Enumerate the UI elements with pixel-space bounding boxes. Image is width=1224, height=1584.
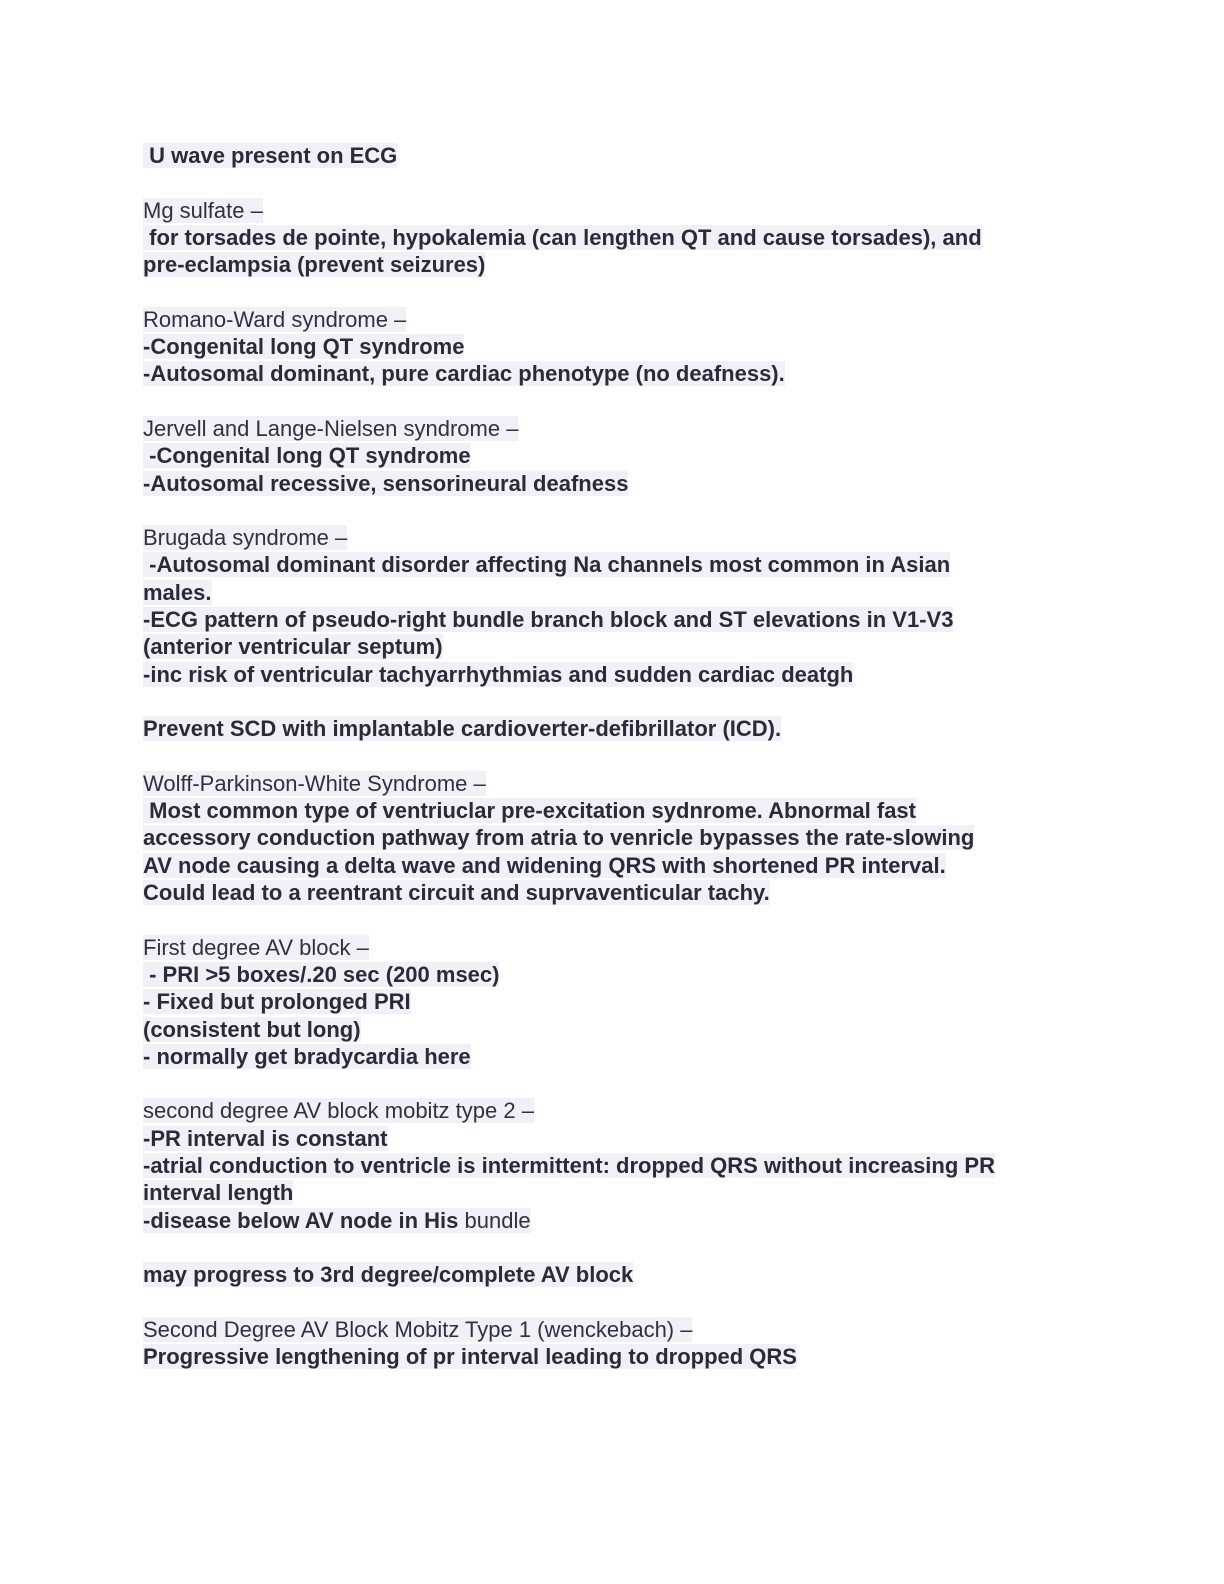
line-text: Mg sulfate – xyxy=(143,197,263,223)
text-line xyxy=(143,879,1083,906)
line-text: AV node causing a delta wave and widening QRS with shortened PR interval. xyxy=(143,852,946,878)
line-text: - Fixed but prolonged PRI xyxy=(143,989,411,1015)
blank-line xyxy=(143,688,1083,715)
text-line xyxy=(143,251,1083,278)
line-text: Romano-Ward syndrome – xyxy=(143,306,407,332)
text-line xyxy=(143,224,1083,251)
line-text: Brugada syndrome – xyxy=(143,525,348,551)
line-text: Second Degree AV Block Mobitz Type 1 (wenckebach) – xyxy=(143,1316,693,1342)
text-line xyxy=(143,470,1083,497)
line-text: Most common type of ventriuclar pre-excitation sydnrome. Abnormal fast xyxy=(143,798,916,824)
text-line xyxy=(143,1043,1083,1070)
section-heading xyxy=(143,770,1083,797)
text-line xyxy=(143,1343,1083,1370)
section-heading xyxy=(143,524,1083,551)
text-line xyxy=(143,333,1083,360)
blank-line xyxy=(143,906,1083,933)
line-text: interval length xyxy=(143,1180,294,1206)
text-line xyxy=(143,360,1083,387)
blank-line xyxy=(143,278,1083,305)
line-text: -Congenital long QT syndrome xyxy=(143,443,471,469)
line-suffix: bundle xyxy=(464,1207,531,1233)
blank-line xyxy=(143,497,1083,524)
text-line xyxy=(143,633,1083,660)
text-line xyxy=(143,1152,1083,1179)
line-text: Jervell and Lange-Nielsen syndrome – xyxy=(143,415,519,441)
line-text: First degree AV block – xyxy=(143,934,369,960)
line-text: -Congenital long QT syndrome xyxy=(143,334,465,360)
text-line xyxy=(143,1207,1083,1234)
line-text: Progressive lengthening of pr interval leading to dropped QRS xyxy=(143,1344,797,1370)
blank-line xyxy=(143,388,1083,415)
blank-line xyxy=(143,743,1083,770)
text-line xyxy=(143,1261,1083,1288)
line-text: -Autosomal dominant, pure cardiac phenotype (no deafness). xyxy=(143,361,785,387)
line-text: (consistent but long) xyxy=(143,1016,361,1042)
line-text: -disease below AV node in His xyxy=(143,1207,465,1233)
line-text: -ECG pattern of pseudo-right bundle branch block and ST elevations in V1-V3 xyxy=(143,607,954,633)
text-line xyxy=(143,579,1083,606)
text-line xyxy=(143,551,1083,578)
line-text: accessory conduction pathway from atria to venricle bypasses the rate-slowing xyxy=(143,825,975,851)
line-text: -Autosomal recessive, sensorineural deafness xyxy=(143,470,629,496)
line-text: Wolff-Parkinson-White Syndrome – xyxy=(143,770,486,796)
text-line xyxy=(143,606,1083,633)
text-line xyxy=(143,1016,1083,1043)
line-text: - PRI >5 boxes/.20 sec (200 msec) xyxy=(143,961,500,987)
section-heading xyxy=(143,197,1083,224)
text-line xyxy=(143,824,1083,851)
blank-line xyxy=(143,169,1083,196)
line-text: second degree AV block mobitz type 2 – xyxy=(143,1098,534,1124)
line-text: -Autosomal dominant disorder affecting Na channels most common in Asian xyxy=(143,552,951,578)
line-text: for torsades de pointe, hypokalemia (can lengthen QT and cause torsades), and xyxy=(143,224,982,250)
line-text: -atrial conduction to ventricle is intermittent: dropped QRS without increasing PR xyxy=(143,1152,995,1178)
blank-line xyxy=(143,1070,1083,1097)
blank-line xyxy=(143,1234,1083,1261)
line-text: Prevent SCD with implantable cardioverter-defibrillator (ICD). xyxy=(143,716,782,742)
text-line xyxy=(143,715,1083,742)
text-line xyxy=(143,442,1083,469)
text-line xyxy=(143,1125,1083,1152)
section-heading xyxy=(143,306,1083,333)
text-line xyxy=(143,852,1083,879)
line-text: may progress to 3rd degree/complete AV block xyxy=(143,1262,634,1288)
line-text: Could lead to a reentrant circuit and suprvaventicular tachy. xyxy=(143,880,770,906)
text-line xyxy=(143,661,1083,688)
blank-line xyxy=(143,1288,1083,1315)
line-text: (anterior ventricular septum) xyxy=(143,634,443,660)
section-heading xyxy=(143,415,1083,442)
line-text: -PR interval is constant xyxy=(143,1125,388,1151)
text-line xyxy=(143,961,1083,988)
line-text: - normally get bradycardia here xyxy=(143,1043,471,1069)
text-line xyxy=(143,797,1083,824)
line-text: U wave present on ECG xyxy=(143,143,398,168)
line-text: pre-eclampsia (prevent seizures) xyxy=(143,252,486,278)
section-heading xyxy=(143,1097,1083,1124)
line-text: males. xyxy=(143,579,212,605)
section-heading xyxy=(143,934,1083,961)
line-text: -inc risk of ventricular tachyarrhythmias and sudden cardiac deatgh xyxy=(143,661,854,687)
text-line xyxy=(143,142,1083,169)
text-line xyxy=(143,988,1083,1015)
section-heading xyxy=(143,1316,1083,1343)
text-line xyxy=(143,1179,1083,1206)
document-page xyxy=(143,142,1083,1370)
